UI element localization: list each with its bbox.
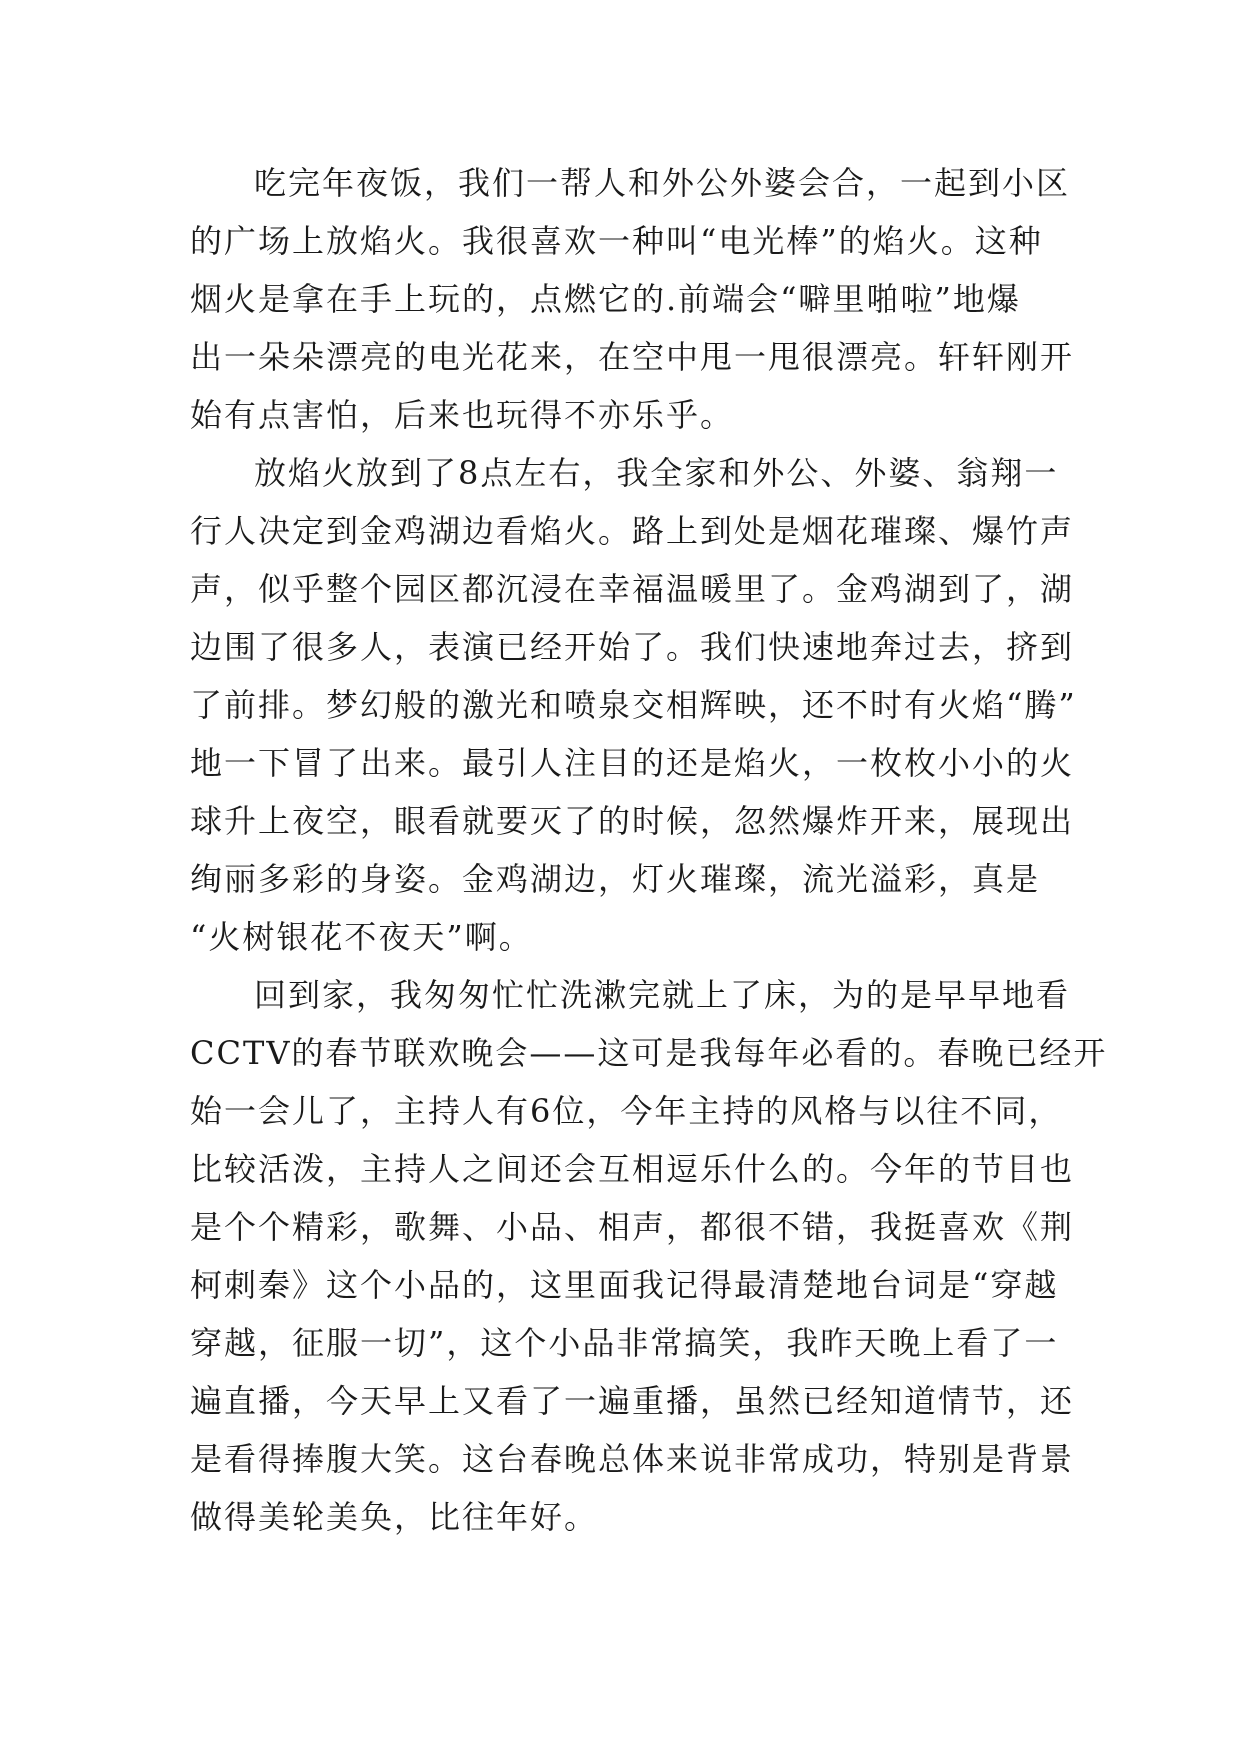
paragraph-3 xyxy=(190,966,1108,1546)
text-line: 的广场上放焰火。我很喜欢一种叫“电光棒”的焰火。这种 xyxy=(190,222,1043,260)
paragraph-2 xyxy=(190,444,1077,966)
text-line: 始有点害怕，后来也玩得不亦乐乎。 xyxy=(190,396,735,434)
text-line: 出一朵朵漂亮的电光花来，在空中甩一甩很漂亮。轩轩刚开 xyxy=(190,338,1075,376)
text-line: 了前排。梦幻般的激光和喷泉交相辉映，还不时有火焰“腾” xyxy=(190,686,1077,724)
text-line: 是看得捧腹大笑。这台春晚总体来说非常成功，特别是背景 xyxy=(190,1440,1075,1478)
text-line: 边围了很多人，表演已经开始了。我们快速地奔过去，挤到 xyxy=(190,628,1075,666)
text-line: 穿越，征服一切”，这个小品非常搞笑，我昨天晚上看了一 xyxy=(190,1324,1059,1362)
text-line: 烟火是拿在手上玩的，点燃它的.前端会“噼里啪啦”地爆 xyxy=(190,280,1021,318)
text-line: 遍直播，今天早上又看了一遍重播，虽然已经知道情节，还 xyxy=(190,1382,1075,1420)
text-line: 球升上夜空，眼看就要灭了的时候，忽然爆炸开来，展现出 xyxy=(190,802,1075,840)
text-line: 始一会儿了，主持人有6位，今年主持的风格与以往不同， xyxy=(190,1092,1063,1130)
text-line: 比较活泼，主持人之间还会互相逗乐什么的。今年的节目也 xyxy=(190,1150,1075,1188)
text-line: 行人决定到金鸡湖边看焰火。路上到处是烟花璀璨、爆竹声 xyxy=(190,512,1075,550)
text-line: 回到家，我匆匆忙忙洗漱完就上了床，为的是早早地看 xyxy=(254,976,1071,1014)
article-body xyxy=(190,154,1108,1546)
text-line: 是个个精彩，歌舞、小品、相声，都很不错，我挺喜欢《荆 xyxy=(190,1208,1075,1246)
text-line: CCTV的春节联欢晚会——这可是我每年必看的。春晚已经开 xyxy=(190,1034,1108,1072)
paragraph-1 xyxy=(190,154,1075,444)
text-line: 做得美轮美奂，比往年好。 xyxy=(190,1498,599,1536)
text-line: “火树银花不夜天”啊。 xyxy=(190,918,533,956)
text-line: 柯刺秦》这个小品的，这里面我记得最清楚地台词是“穿越 xyxy=(190,1266,1059,1304)
text-line: 地一下冒了出来。最引人注目的还是焰火，一枚枚小小的火 xyxy=(190,744,1075,782)
text-line: 声，似乎整个园区都沉浸在幸福温暖里了。金鸡湖到了，湖 xyxy=(190,570,1075,608)
text-line: 放焰火放到了8点左右，我全家和外公、外婆、翁翔一 xyxy=(254,454,1059,492)
text-line: 绚丽多彩的身姿。金鸡湖边，灯火璀璨，流光溢彩，真是 xyxy=(190,860,1041,898)
text-line: 吃完年夜饭，我们一帮人和外公外婆会合，一起到小区 xyxy=(254,164,1071,202)
